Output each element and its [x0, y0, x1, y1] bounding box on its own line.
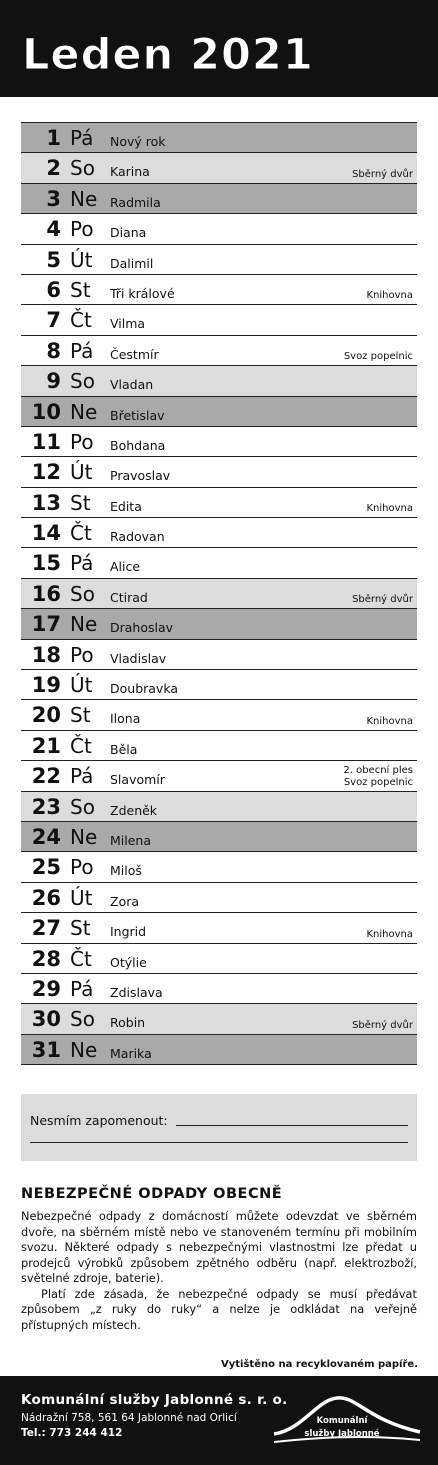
day-abbr: Ne [70, 186, 98, 211]
section-paragraph: Platí zde zásada, že nebezpečné odpady se musí předávat způsobem „z ruky do ruky“ a nelze je odkládat na veřejně přístupných místech. [21, 1286, 417, 1332]
day-abbr: So [70, 369, 95, 394]
company-phone: Tel.: 773 244 412 [21, 1427, 123, 1439]
day-row [21, 761, 417, 791]
day-row [21, 609, 417, 639]
day-note: Knihovna [366, 290, 413, 302]
day-abbr: Po [70, 217, 94, 242]
nameday: Marika [110, 1045, 152, 1061]
day-number: 17 [31, 612, 61, 637]
printed-note: Vytištěno na recyklovaném papíře. [221, 1359, 418, 1370]
day-row [21, 640, 417, 670]
day-row [21, 670, 417, 700]
day-row [21, 579, 417, 609]
nameday: Diana [110, 225, 147, 241]
day-number: 26 [31, 885, 61, 910]
notes-line [176, 1125, 408, 1126]
day-number: 23 [31, 794, 61, 819]
day-number: 2 [46, 156, 61, 181]
notes-box [21, 1094, 417, 1161]
nameday: Alice [110, 559, 141, 575]
day-number: 28 [31, 946, 61, 971]
day-number: 8 [46, 338, 61, 363]
day-number: 29 [31, 976, 61, 1001]
footer [0, 1376, 438, 1465]
day-row [21, 792, 417, 822]
nameday: Pravoslav [110, 468, 171, 484]
nameday: Zdislava [110, 984, 163, 1000]
day-abbr: Ne [70, 612, 98, 637]
day-abbr: St [70, 703, 91, 728]
day-number: 19 [31, 673, 61, 698]
day-number: 14 [31, 521, 61, 546]
day-row [21, 548, 417, 578]
day-abbr: Čt [70, 733, 92, 758]
day-number: 4 [46, 217, 61, 242]
day-number: 25 [31, 855, 61, 880]
day-abbr: Pá [70, 338, 94, 363]
day-abbr: Čt [70, 946, 92, 971]
day-number: 9 [46, 369, 61, 394]
nameday: Vladan [110, 377, 154, 393]
company-name: Komunální služby Jablonné s. r. o. [21, 1392, 288, 1408]
nameday: Radovan [110, 529, 165, 545]
day-abbr: Ne [70, 399, 98, 424]
day-number: 3 [46, 186, 61, 211]
day-row [21, 700, 417, 730]
day-abbr: Út [70, 247, 93, 272]
company-logo [272, 1390, 422, 1450]
day-abbr: Út [70, 673, 93, 698]
day-note: Knihovna [366, 503, 413, 515]
day-abbr: Út [70, 460, 93, 485]
company-address: Nádražní 758, 561 64 Jablonné nad Orlicí [21, 1412, 237, 1424]
nameday: Edita [110, 498, 142, 514]
day-row [21, 153, 417, 183]
nameday: Čestmír [110, 346, 159, 362]
day-note: Knihovna [366, 928, 413, 940]
nameday: Slavomír [110, 772, 165, 788]
day-row [21, 731, 417, 761]
nameday: Radmila [110, 194, 161, 210]
day-abbr: Pá [70, 551, 94, 576]
nameday: Ilona [110, 711, 141, 727]
day-row [21, 457, 417, 487]
day-note: Knihovna [366, 715, 413, 727]
day-number: 11 [31, 429, 61, 454]
nameday: Dalimil [110, 255, 154, 271]
day-number: 22 [31, 764, 61, 789]
day-row [21, 366, 417, 396]
day-note: Svoz popelnic [343, 351, 413, 363]
day-row [21, 275, 417, 305]
day-abbr: St [70, 277, 91, 302]
section-body [21, 1209, 417, 1333]
day-abbr: Út [70, 885, 93, 910]
day-number: 21 [31, 733, 61, 758]
day-abbr: Po [70, 642, 94, 667]
day-row [21, 883, 417, 913]
day-abbr: Čt [70, 521, 92, 546]
day-abbr: So [70, 1007, 95, 1032]
day-row [21, 305, 417, 335]
nameday: Vladislav [110, 650, 167, 666]
day-number: 13 [31, 490, 61, 515]
day-abbr: St [70, 916, 91, 941]
nameday: Drahoslav [110, 620, 174, 636]
day-number: 18 [31, 642, 61, 667]
day-note: Sběrný dvůr [352, 594, 413, 606]
day-abbr: Po [70, 855, 94, 880]
section-title: NEBEZPEČNÉ ODPADY OBECNĚ [21, 1186, 283, 1202]
day-row [21, 913, 417, 943]
day-abbr: St [70, 490, 91, 515]
day-number: 15 [31, 551, 61, 576]
day-row [21, 822, 417, 852]
nameday: Ingrid [110, 924, 147, 940]
day-number: 16 [31, 581, 61, 606]
nameday: Nový rok [110, 134, 166, 149]
day-number: 12 [31, 460, 61, 485]
day-row [21, 397, 417, 427]
nameday: Karina [110, 164, 150, 180]
day-abbr: Pá [70, 764, 94, 789]
day-row [21, 852, 417, 882]
day-row [21, 488, 417, 518]
logo-line1: Komunální [316, 1416, 368, 1426]
month-title: Leden 2021 [22, 30, 314, 80]
nameday: Břetislav [110, 407, 165, 423]
day-note: Sběrný dvůr [352, 1019, 413, 1031]
day-number: 30 [31, 1007, 61, 1032]
day-abbr: So [70, 794, 95, 819]
nameday: Ctirad [110, 589, 148, 605]
section-paragraph: Nebezpečné odpady z domácností můžete odevzdat ve sběrném dvoře, na sběrném místě nebo ve stanoveném termínu při mobilním svozu. Některé odpady s nebezpečnými vlastnostmi lze předat u prodejců výrobků způsobem zpětného odběru (např. elektrozboží, světelné zdroje, baterie). [21, 1209, 417, 1285]
day-abbr: Čt [70, 308, 92, 333]
day-row [21, 944, 417, 974]
day-abbr: Po [70, 429, 94, 454]
nameday: Robin [110, 1015, 146, 1031]
day-abbr: Pá [70, 976, 94, 1001]
nameday: Otýlie [110, 954, 147, 970]
day-number: 5 [46, 247, 61, 272]
nameday: Doubravka [110, 681, 179, 697]
day-number: 31 [31, 1037, 61, 1062]
day-number: 6 [46, 277, 61, 302]
day-row [21, 123, 417, 153]
day-note: Sběrný dvůr [352, 168, 413, 180]
day-row [21, 974, 417, 1004]
day-row [21, 214, 417, 244]
logo-line2: služby Jablonné [304, 1429, 380, 1439]
day-number: 7 [46, 308, 61, 333]
day-abbr: Ne [70, 824, 98, 849]
day-abbr: Pá [70, 126, 94, 150]
nameday: Vilma [110, 316, 146, 332]
day-row [21, 245, 417, 275]
notes-label: Nesmím zapomenout: [30, 1113, 168, 1128]
day-abbr: Ne [70, 1037, 98, 1062]
day-note: 2. obecní ples Svoz popelnic [343, 764, 413, 788]
nameday: Tři králové [110, 285, 175, 301]
day-row [21, 1035, 417, 1065]
day-row [21, 336, 417, 366]
header [0, 0, 438, 97]
notes-line [30, 1142, 408, 1143]
nameday: Miloš [110, 863, 142, 879]
day-row [21, 518, 417, 548]
day-number: 27 [31, 916, 61, 941]
day-abbr: So [70, 156, 95, 181]
day-number: 24 [31, 824, 61, 849]
nameday: Bohdana [110, 437, 166, 453]
day-number: 20 [31, 703, 61, 728]
day-list [21, 122, 417, 1065]
day-row [21, 1004, 417, 1034]
nameday: Zora [110, 893, 140, 909]
day-number: 10 [31, 399, 61, 424]
nameday: Zdeněk [110, 802, 158, 818]
day-row [21, 427, 417, 457]
day-number: 1 [46, 126, 61, 150]
day-row [21, 184, 417, 214]
nameday: Běla [110, 741, 138, 757]
day-abbr: So [70, 581, 95, 606]
nameday: Milena [110, 832, 152, 848]
